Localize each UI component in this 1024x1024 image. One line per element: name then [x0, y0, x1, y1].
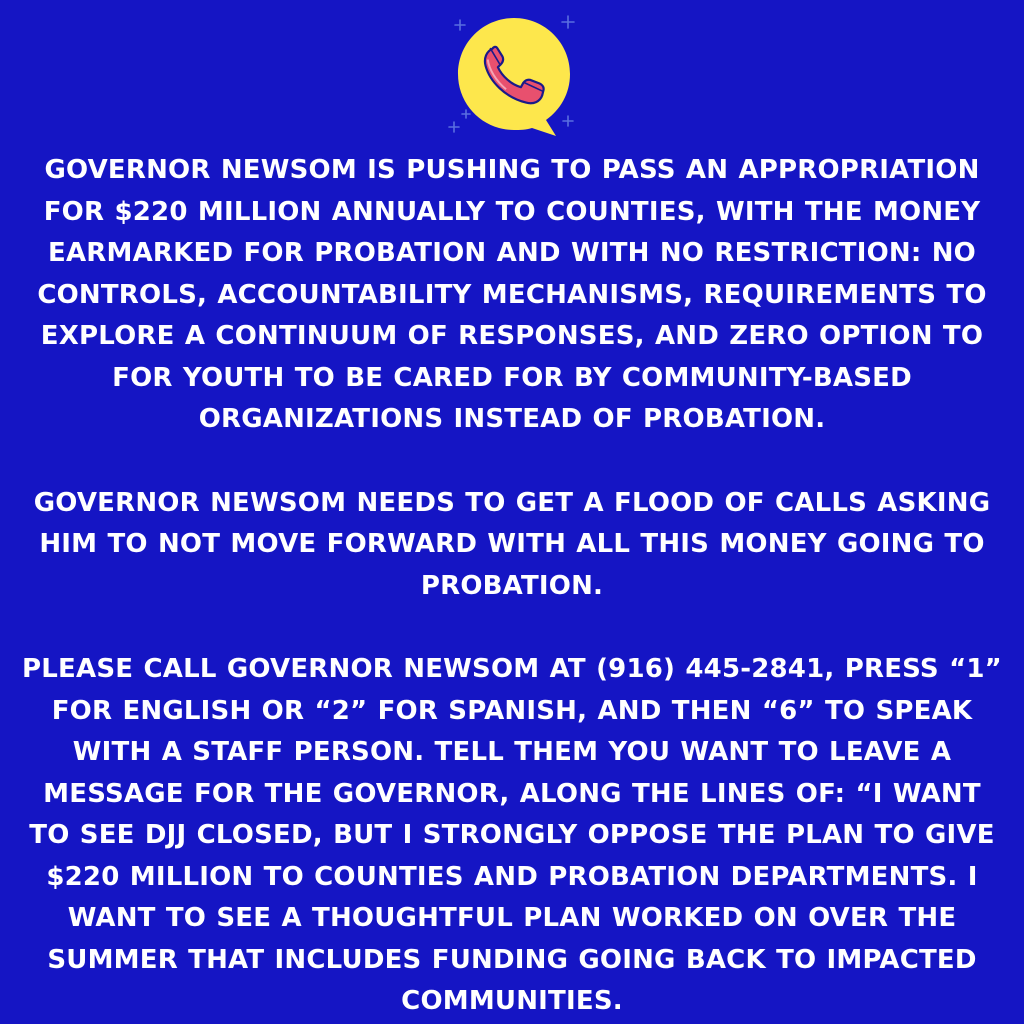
- paragraph-call-instructions: PLEASE CALL GOVERNOR NEWSOM AT (916) 445-2841, PRESS “1” FOR ENGLISH OR “2” FOR SPANISH, AND THEN “6” TO SPEAK WITH A STAFF PERSON. TELL THEM YOU WANT TO LEAVE A MESSAGE FOR THE GOVERNOR, ALONG THE LINES OF: “I WANT TO SEE DJJ CLOSED, BUT I STRONGLY OPPOSE THE PLAN TO GIVE $220 MILLION TO COUNTIES AND PROBATION DEPARTMENTS. I WANT TO SEE A THOUGHTFUL PLAN WORKED ON OVER THE SUMMER THAT INCLUDES FUNDING GOING BACK TO IMPACTED COMMUNITIES.: [22, 654, 1002, 1016]
- speech-bubble-shape: [458, 18, 570, 136]
- paragraph-appropriation: GOVERNOR NEWSOM IS PUSHING TO PASS AN APPROPRIATION FOR $220 MILLION ANNUALLY TO COUNTIES, WITH THE MONEY EARMARKED FOR PROBATION AND WITH NO RESTRICTION: NO CONTROLS, ACCOUNTABILITY MECHANISMS, REQUIREMENTS TO EXPLORE A CONTINUUM OF RESPONSES, AND ZERO OPTION TO FOR YOUTH TO BE CARED FOR BY COMMUNITY-BASED ORGANIZATIONS INSTEAD OF PROBATION.: [37, 155, 987, 434]
- phone-speech-bubble-icon: [446, 12, 582, 142]
- phone-bubble-graphic: [446, 12, 582, 142]
- message-text-block: [20, 150, 1004, 1023]
- paragraph-call-request: GOVERNOR NEWSOM NEEDS TO GET A FLOOD OF CALLS ASKING HIM TO NOT MOVE FORWARD WITH ALL THIS MONEY GOING TO PROBATION.: [33, 487, 991, 601]
